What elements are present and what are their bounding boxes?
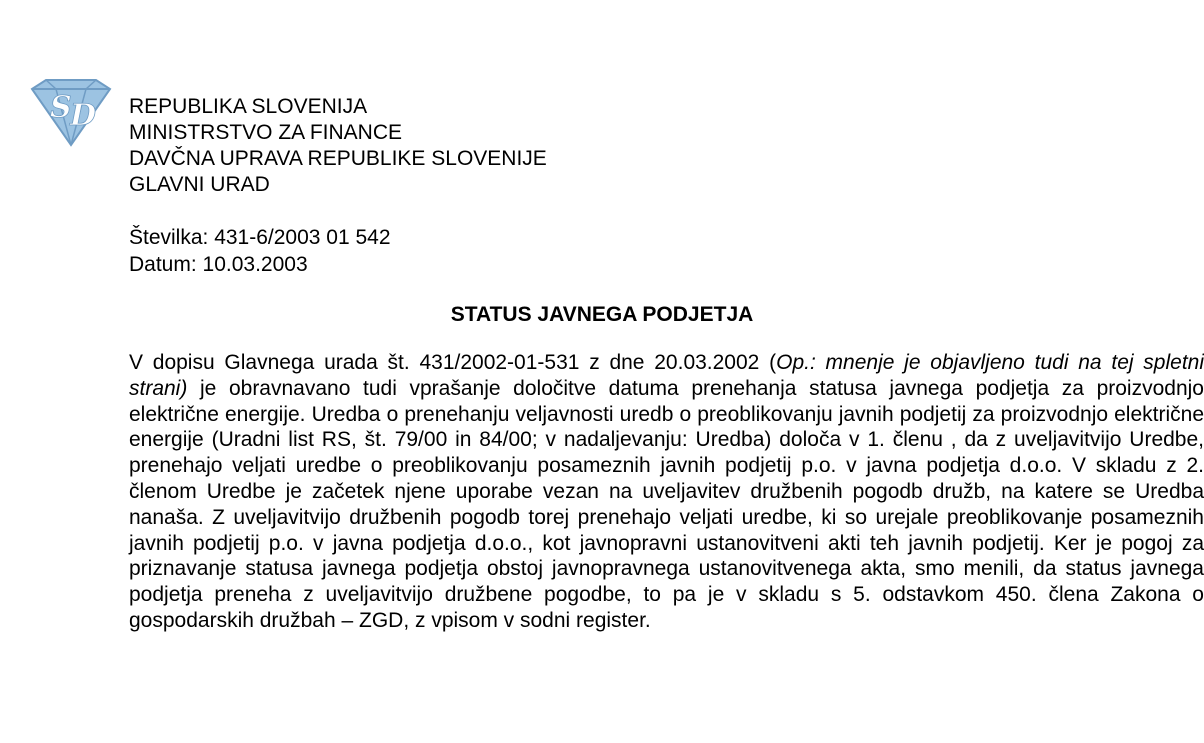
body-text-start: V dopisu Glavnega urada št. 431/2002-01-531 z dne 20.03.2002 (	[129, 351, 777, 374]
body-italic-note: Op.: mnenje je objavljeno tudi na tej spletni strani)	[129, 351, 1204, 400]
reference-date: Datum: 10.03.2003	[129, 253, 308, 276]
body-text-rest: je obravnavano tudi vprašanje določitve datuma prenehanja statusa javnega podjetja za proizvodnjo električne energije. Uredba o prenehanju veljavnosti uredb o preoblikovanju javnih podjetij za proizvodnjo električne energije (Uradni list RS, št. 79/00 in 84/00; v nadaljevanju: Uredba) določa v 1. členu , da z uveljavitvijo Uredbe, prenehajo veljati uredbe o preoblikovanju posameznih javnih podjetij p.o. v javna podjetja d.o.o. V skladu z 2. členom Uredbe je začetek njene uporabe vezan na uveljavitev družbenih pogodb družb, na katere se Uredba nanaša. Z uveljavitvijo družbenih pogodb torej prenehajo veljati uredbe, ki so urejale preoblikovanje posameznih javnih podjetij p.o. v javna podjetja d.o.o., kot javnopravni ustanovitveni akti teh javnih podjetij. Ker je pogoj za priznavanje statusa javnega podjetja obstoj javnopravnega ustanovitvenega akta, smo menili, da status javnega podjetja preneha z uveljavitvijo družbene pogodbe, to pa je v skladu s 5. odstavkom 450. člena Zakona o gospodarskih družbah – ZGD, z vpisom v sodni register.	[129, 376, 1204, 632]
header-ministry: MINISTRSTVO ZA FINANCE	[129, 121, 403, 144]
header-office: GLAVNI URAD	[129, 173, 270, 196]
reference-number: Številka: 431-6/2003 01 542	[129, 226, 391, 249]
body-paragraph	[129, 350, 1204, 634]
svg-text:D: D	[70, 98, 97, 133]
header-administration: DAVČNA UPRAVA REPUBLIKE SLOVENIJE	[129, 147, 547, 170]
svg-text:S: S	[50, 90, 72, 125]
document-title: STATUS JAVNEGA PODJETJA	[450, 303, 754, 326]
header-country: REPUBLIKA SLOVENIJA	[129, 95, 368, 118]
